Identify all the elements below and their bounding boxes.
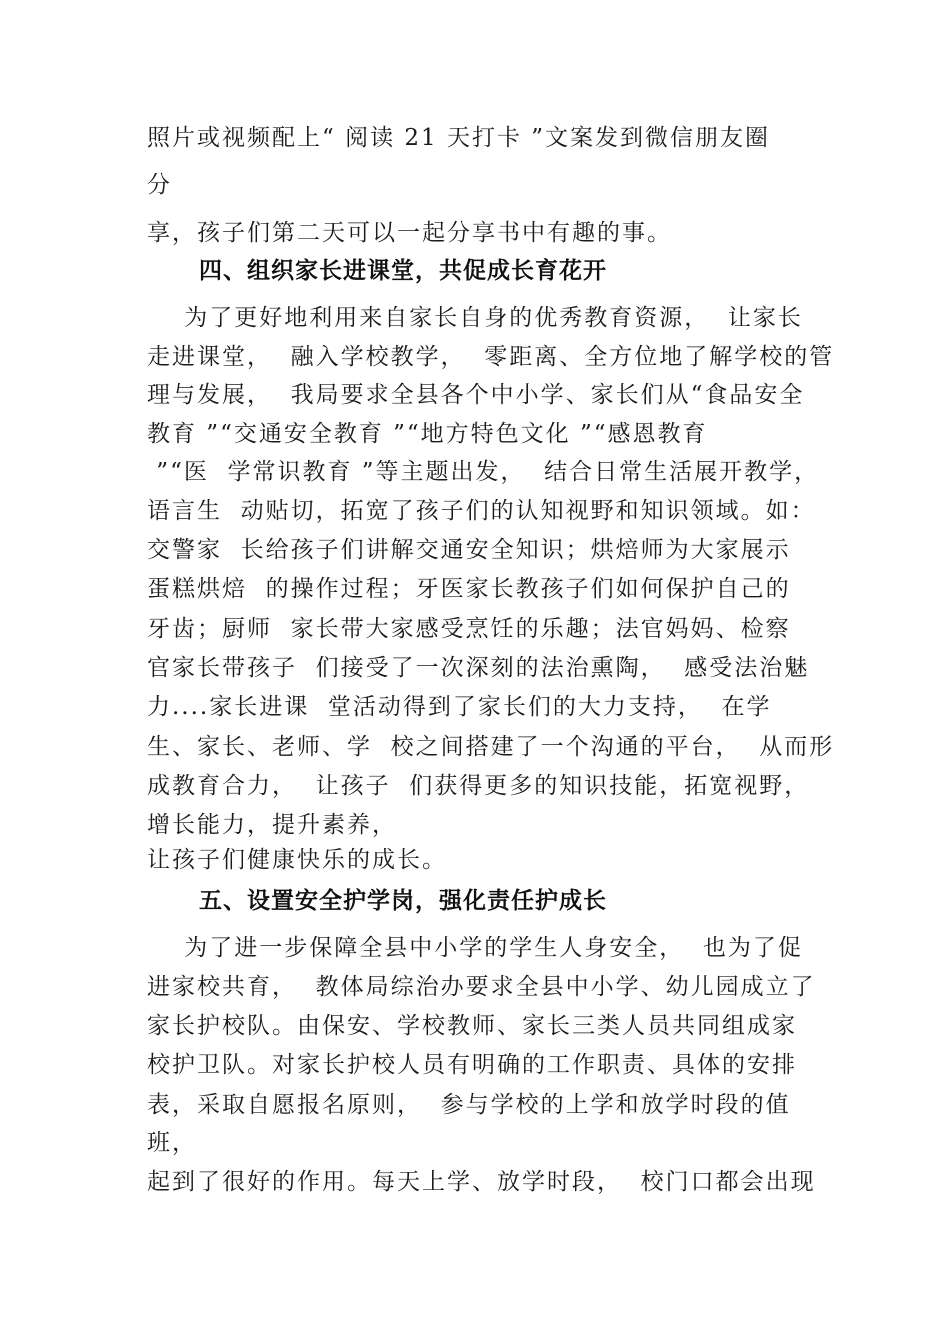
text-line-17: 成教育合力， 让孩子 们获得更多的知识技能，拓宽视野， — [147, 773, 810, 799]
text-line-10: 语言生 动贴切，拓宽了孩子们的认知视野和知识领域。如： — [147, 498, 816, 524]
section-heading-4: 四、组织家长进课堂，共促成长育花开 — [199, 258, 607, 284]
text-line-11: 交警家 长给孩子们讲解交通安全知识；烘焙师为大家展示 — [147, 537, 791, 563]
text-line-23: 家长护校队。由保安、学校教师、家长三类人员共同组成家 — [147, 1013, 797, 1039]
text-line-3: 享，孩子们第二天可以一起分享书中有趣的事。 — [147, 220, 672, 246]
text-line-6: 走进课堂， 融入学校教学， 零距离、全方位地了解学校的管 — [147, 344, 835, 370]
text-line-5: 为了更好地利用来自家长自身的优秀教育资源， 让家长 — [147, 305, 803, 331]
text-line-14: 官家长带孩子 们接受了一次深刻的法治熏陶， 感受法治魅 — [147, 655, 810, 681]
text-line-7: 理与发展， 我局要求全县各个中小学、家长们从“食品安全 — [147, 382, 805, 408]
text-line-24: 校护卫队。对家长护校人员有明确的工作职责、具体的安排 — [147, 1052, 797, 1078]
text-line-18: 增长能力，提升素养， — [147, 812, 397, 838]
text-line-16: 生、家长、老师、学 校之间搭建了一个沟通的平台， 从而形 — [147, 734, 835, 760]
text-line-26: 班， — [147, 1130, 197, 1156]
text-line-15: 力....家长进课 堂活动得到了家长们的大力支持， 在学 — [147, 694, 772, 720]
text-line-27: 起到了很好的作用。每天上学、放学时段， 校门口都会出现 — [147, 1169, 816, 1195]
text-line-25: 表，采取自愿报名原则， 参与学校的上学和放学时段的值 — [147, 1092, 791, 1118]
text-line-22: 进家校共育， 教体局综治办要求全县中小学、幼儿园成立了 — [147, 974, 816, 1000]
text-line-1: 照片或视频配上“ 阅读 21 天打卡 ”文案发到微信朋友圈 — [147, 125, 771, 151]
text-line-13: 牙齿；厨师 家长带大家感受烹饪的乐趣；法官妈妈、检察 — [147, 616, 791, 642]
text-line-9: ”“医 学常识教育 ”等主题出发， 结合日常生活展开教学， — [147, 459, 820, 485]
text-line-21: 为了进一步保障全县中小学的学生人身安全， 也为了促 — [147, 935, 803, 961]
text-line-8: 教育 ”“交通安全教育 ”“地方特色文化 ”“感恩教育 — [147, 421, 708, 447]
text-line-2: 分 — [147, 172, 172, 198]
text-line-19: 让孩子们健康快乐的成长。 — [147, 847, 447, 873]
text-line-12: 蛋糕烘焙 的操作过程；牙医家长教孩子们如何保护自己的 — [147, 576, 791, 602]
section-heading-5: 五、设置安全护学岗，强化责任护成长 — [199, 888, 607, 914]
